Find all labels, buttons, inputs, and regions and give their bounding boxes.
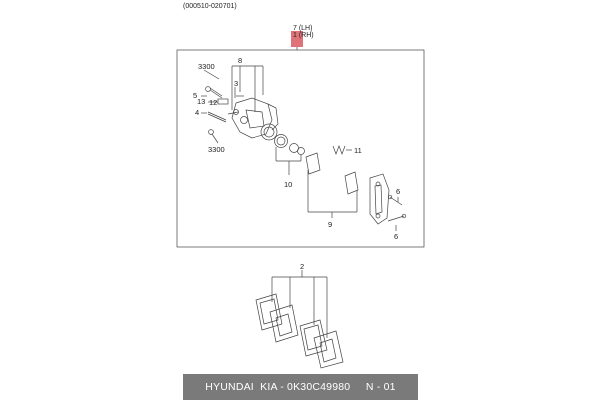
guide-bolt-lower-icon — [388, 214, 406, 221]
callout-12: 12 — [209, 98, 218, 107]
side-label-rh: 1 (RH) — [293, 32, 314, 39]
leader-3300-bottom — [212, 134, 218, 143]
callout-3300-bottom: 3300 — [208, 145, 225, 154]
callout-4: 4 — [195, 108, 200, 117]
brake-pad-4-icon — [314, 331, 343, 368]
callout-5: 5 — [193, 91, 198, 100]
guide-bolt-upper-icon — [388, 195, 402, 205]
boot-icon — [290, 144, 299, 153]
date-code: (000510-020701) — [183, 3, 237, 10]
part-number-footer: HYUNDAI KIA - 0K30C49980 N - 01 — [183, 374, 418, 400]
callout-3: 3 — [234, 79, 239, 88]
callout-3300-top: 3300 — [198, 62, 215, 71]
callout-2: 2 — [300, 262, 305, 271]
shim-lower-icon — [345, 172, 358, 194]
callout-6-top: 6 — [396, 187, 401, 196]
brake-pad-2-icon — [270, 305, 298, 342]
pin-icon — [218, 99, 228, 104]
leader-3300-top — [204, 70, 219, 79]
callout-6-bottom: 6 — [394, 232, 399, 241]
side-label-lh: 7 (LH) — [293, 25, 313, 32]
seal-ring-icon — [275, 135, 288, 148]
ring-upper-icon — [206, 87, 211, 92]
callout-13: 13 — [197, 97, 206, 106]
callout-8: 8 — [238, 56, 243, 65]
bolt-lower-icon — [208, 112, 226, 122]
brake-pad-3-icon — [300, 320, 327, 356]
bolt-upper-icon — [210, 88, 222, 98]
callout-9: 9 — [328, 220, 333, 229]
spring-icon — [333, 146, 345, 154]
callout-11: 11 — [354, 146, 362, 155]
brake-pad-1-icon — [256, 294, 282, 330]
ring-lower-icon — [209, 130, 214, 135]
mounting-bracket-icon — [370, 174, 389, 224]
callout-10: 10 — [284, 180, 293, 189]
